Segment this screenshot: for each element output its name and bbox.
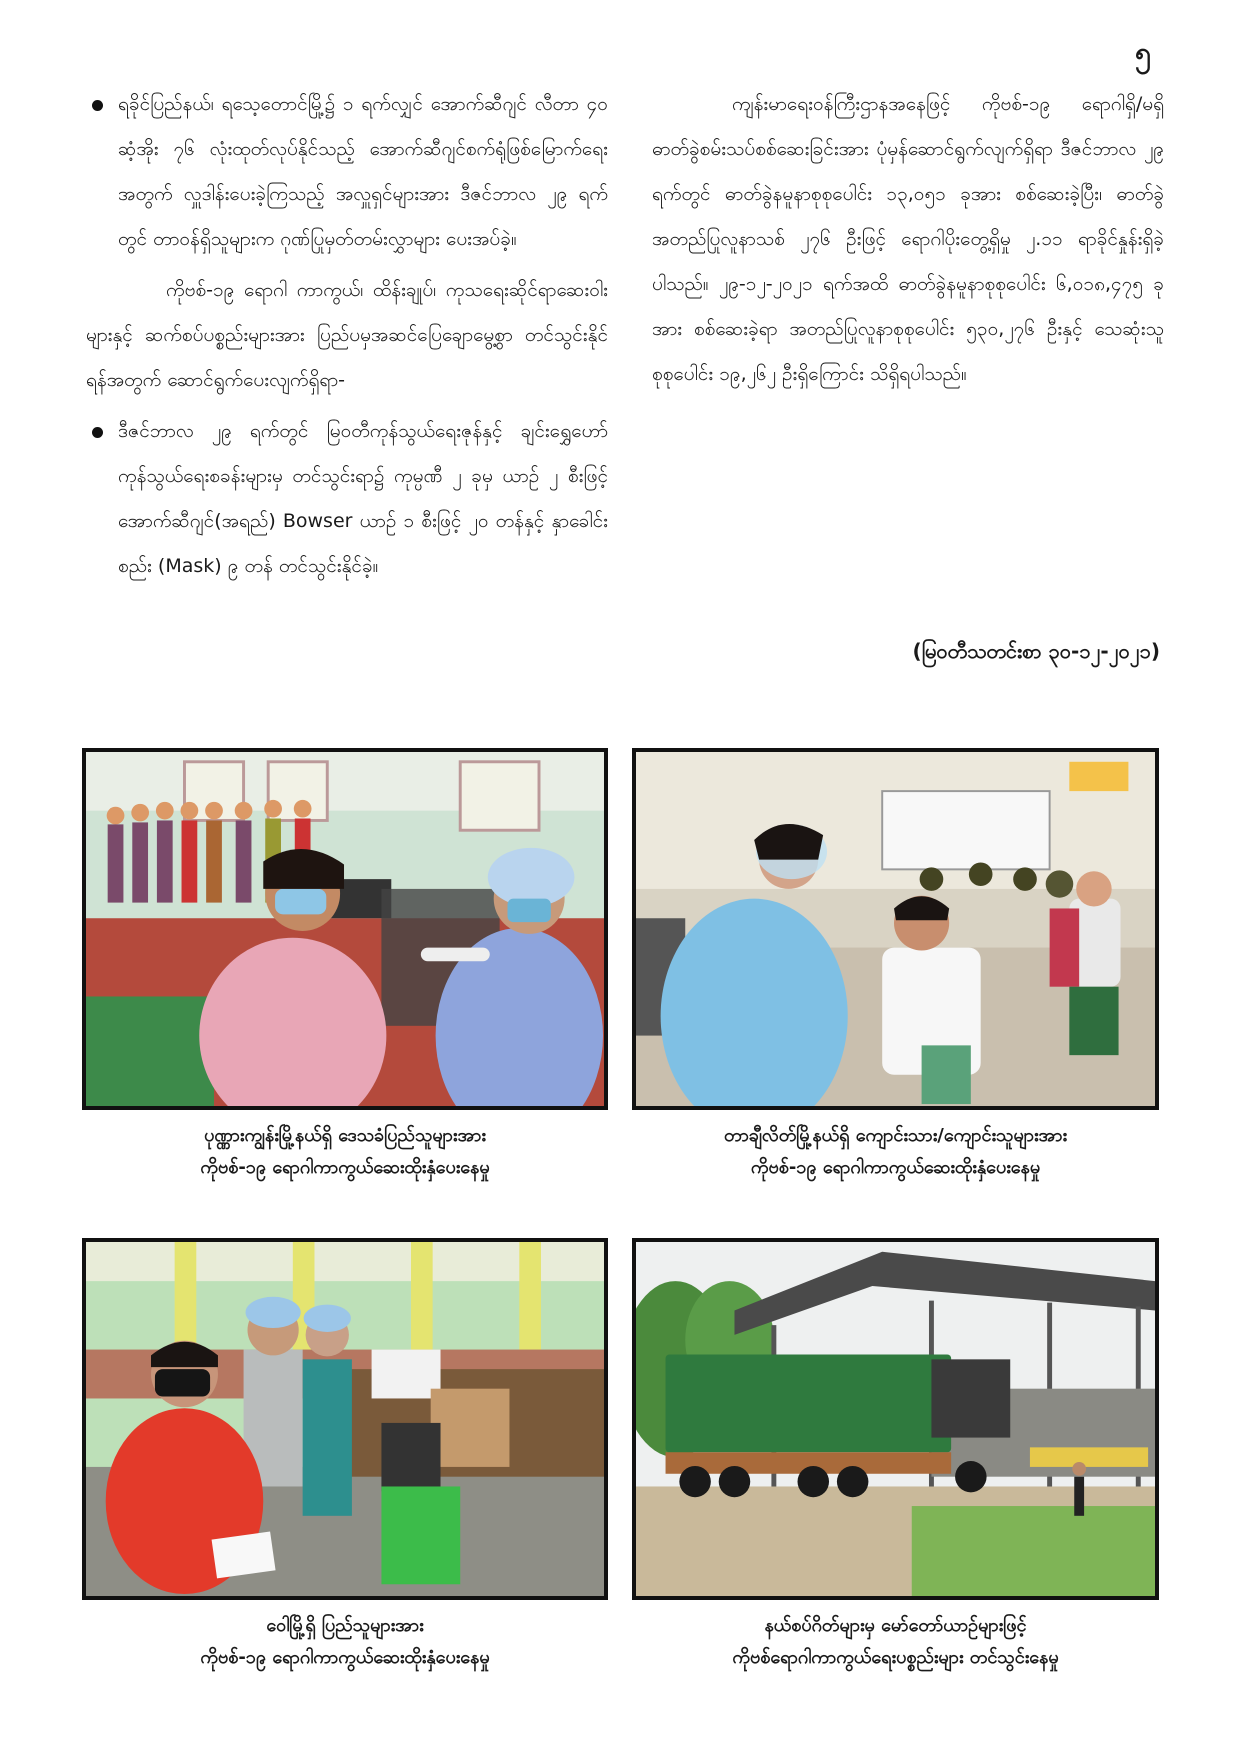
caption-line: ကိုဗစ်-၁၉ ရောဂါကာကွယ်ဆေးထိုးနှံပေးနေမှု	[200, 1647, 490, 1668]
bullet-paragraph-oxygen-donors: ရခိုင်ပြည်နယ်၊ ရသေ့တောင်မြို့၌ ၁ ရက်လျှင် အောက်ဆီဂျင် လီတာ ၄၀ ဆံ့အိုး ၇၆ လုံးထုတ်လုပ်နိုင်သည့် အောက်ဆီဂျင်စက်ရုံဖြစ်မြောက်ရေးအတွက် လှူဒါန်းပေးခဲ့ကြသည့် အလှူရှင်များအား ဒီဇင်ဘာလ ၂၉ ရက်တွင် တာဝန်ရှိသူများက ဂုဏ်ပြုမှတ်တမ်းလွှာများ ပေးအပ်ခဲ့။	[86, 82, 608, 262]
caption-line: ကိုဗစ်-၁၉ ရောဂါကာကွယ်ဆေးထိုးနှံပေးနေမှု	[750, 1157, 1041, 1178]
caption-line: ကိုဗစ်-၁၉ ရောဂါကာကွယ်ဆေးထိုးနှံပေးနေမှု	[200, 1157, 490, 1178]
page-number: ၅	[1135, 36, 1151, 69]
caption-line: တာချီလိတ်မြို့နယ်ရှိ ကျောင်းသား/ကျောင်းသူများအား	[723, 1125, 1068, 1146]
right-column	[652, 82, 1164, 397]
news-source: (မြဝတီသတင်းစာ ၃၀-၁၂-၂၀၂၁)	[912, 639, 1160, 663]
photo-caption-ponnagyun	[82, 1120, 608, 1184]
caption-line: ကိုဗစ်ရောဂါကာကွယ်ရေးပစ္စည်းများ တင်သွင်းနေမှု	[732, 1647, 1059, 1668]
photo-waw-vaccination	[82, 1238, 608, 1600]
caption-line: ဝေါမြို့ရှိ ပြည်သူများအား	[266, 1615, 424, 1636]
photo-caption-waw	[82, 1610, 608, 1674]
photo-caption-tachileik	[632, 1120, 1159, 1184]
bullet-paragraph-oxygen-import: ဒီဇင်ဘာလ ၂၉ ရက်တွင် မြဝတီကုန်သွယ်ရေးဇုန်နှင့် ချင်းရွှေဟော်ကုန်သွယ်ရေးစခန်းများမှ တင်သွင်းရာ၌ ကုမ္ပဏီ ၂ ခုမှ ယာဉ် ၂ စီးဖြင့် အောက်ဆီဂျင်(အရည်) Bowser ယာဉ် ၁ စီးဖြင့် ၂၀ တန်နှင့် နှာခေါင်းစည်း (Mask) ၉ တန် တင်သွင်းနိုင်ခဲ့။	[86, 409, 608, 589]
photo-tachileik-students	[632, 748, 1159, 1110]
photo-border-gate-trucks	[632, 1238, 1159, 1600]
caption-line: နယ်စပ်ဂိတ်များမှ မော်တော်ယာဉ်များဖြင့်	[764, 1615, 1027, 1636]
paragraph-medical-imports: ကိုဗစ်-၁၉ ရောဂါ ကာကွယ်၊ ထိန်းချုပ်၊ ကုသရေးဆိုင်ရာဆေးဝါးများနှင့် ဆက်စပ်ပစ္စည်းများအား ပြည်ပမှအဆင်ပြေချောမွေ့စွာ တင်သွင်းနိုင်ရန်အတွက် ဆောင်ရွက်ပေးလျက်ရှိရာ-	[86, 279, 608, 391]
paragraph-covid-testing: ကျန်းမာရေးဝန်ကြီးဌာနအနေဖြင့် ကိုဗစ်-၁၉ ရောဂါရှိ/မရှိ ဓာတ်ခွဲစမ်းသပ်စစ်ဆေးခြင်းအား ပုံမှန်ဆောင်ရွက်လျက်ရှိရာ ဒီဇင်ဘာလ ၂၉ ရက်တွင် ဓာတ်ခွဲနမူနာစုစုပေါင်း ၁၃,၀၅၁ ခုအား စစ်ဆေးခဲ့ပြီး၊ ဓာတ်ခွဲအတည်ပြုလူနာသစ် ၂၇၆ ဦးဖြင့် ရောဂါပိုးတွေ့ရှိမှု ၂.၁၁ ရာခိုင်နှုန်းရှိခဲ့ပါသည်။ ၂၉-၁၂-၂၀၂၁ ရက်အထိ ဓာတ်ခွဲနမူနာစုစုပေါင်း ၆,၀၁၈,၄၇၅ ခုအား စစ်ဆေးခဲ့ရာ အတည်ပြုလူနာစုစုပေါင်း ၅၃၀,၂၇၆ ဦးနှင့် သေဆုံးသူစုစုပေါင်း ၁၉,၂၆၂ ဦးရှိကြောင်း သိရှိရပါသည်။	[652, 93, 1164, 385]
left-column	[86, 82, 608, 589]
caption-line: ပုဏ္ဏားကျွန်းမြို့နယ်ရှိ ဒေသခံပြည်သူများအား	[204, 1125, 486, 1146]
photo-ponnagyun-vaccination	[82, 748, 608, 1110]
photo-caption-border-gate	[632, 1610, 1159, 1674]
